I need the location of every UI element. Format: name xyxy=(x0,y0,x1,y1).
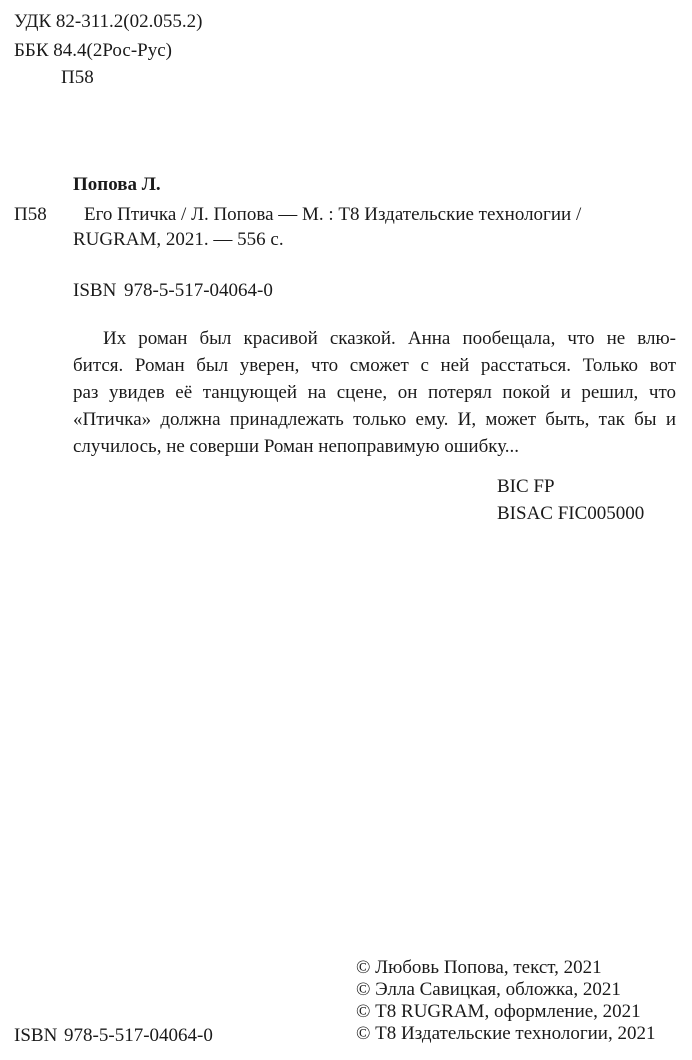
udk-code: УДК 82-311.2(02.055.2) xyxy=(14,11,203,32)
annotation-paragraph xyxy=(73,325,676,460)
isbn-main: ISBN 978-5-517-04064-0 xyxy=(73,280,273,301)
copyright-line: © Элла Савицкая, обложка, 2021 xyxy=(356,979,621,1000)
bisac-code: BISAC FIC005000 xyxy=(497,503,645,524)
copyright-line: © Т8 RUGRAM, оформление, 2021 xyxy=(356,1001,641,1022)
copyright-line: © Любовь Попова, текст, 2021 xyxy=(356,957,602,978)
author-name: Попова Л. xyxy=(73,174,161,195)
bibliographic-title-line-1: Его Птичка / Л. Попова — М. : Т8 Издательские технологии / xyxy=(84,204,582,225)
copyright-list xyxy=(356,957,655,1045)
author-mark-left: П58 xyxy=(14,204,47,225)
annotation-line: «Птичка» должна принадлежать только ему. И, может быть, так бы и xyxy=(73,409,676,430)
bbk-code: ББК 84.4(2Рос-Рус) xyxy=(14,40,172,61)
copyright-line: © Т8 Издательские технологии, 2021 xyxy=(356,1023,656,1044)
bibliographic-title-line-2: RUGRAM, 2021. — 556 с. xyxy=(73,229,284,250)
bic-code: BIC FP xyxy=(497,476,555,497)
annotation-line: раз увидев её танцующей на сцене, он потерял покой и решил, что xyxy=(73,382,676,403)
annotation-line: Их роман был красивой сказкой. Анна пообещала, что не влю- xyxy=(103,328,676,349)
author-mark-top: П58 xyxy=(61,67,94,88)
annotation-line: бится. Роман был уверен, что сможет с ней расстаться. Только вот xyxy=(73,355,676,376)
isbn-footer: ISBN 978-5-517-04064-0 xyxy=(14,1025,213,1046)
annotation-line: случилось, не соверши Роман непоправимую ошибку... xyxy=(73,436,520,457)
